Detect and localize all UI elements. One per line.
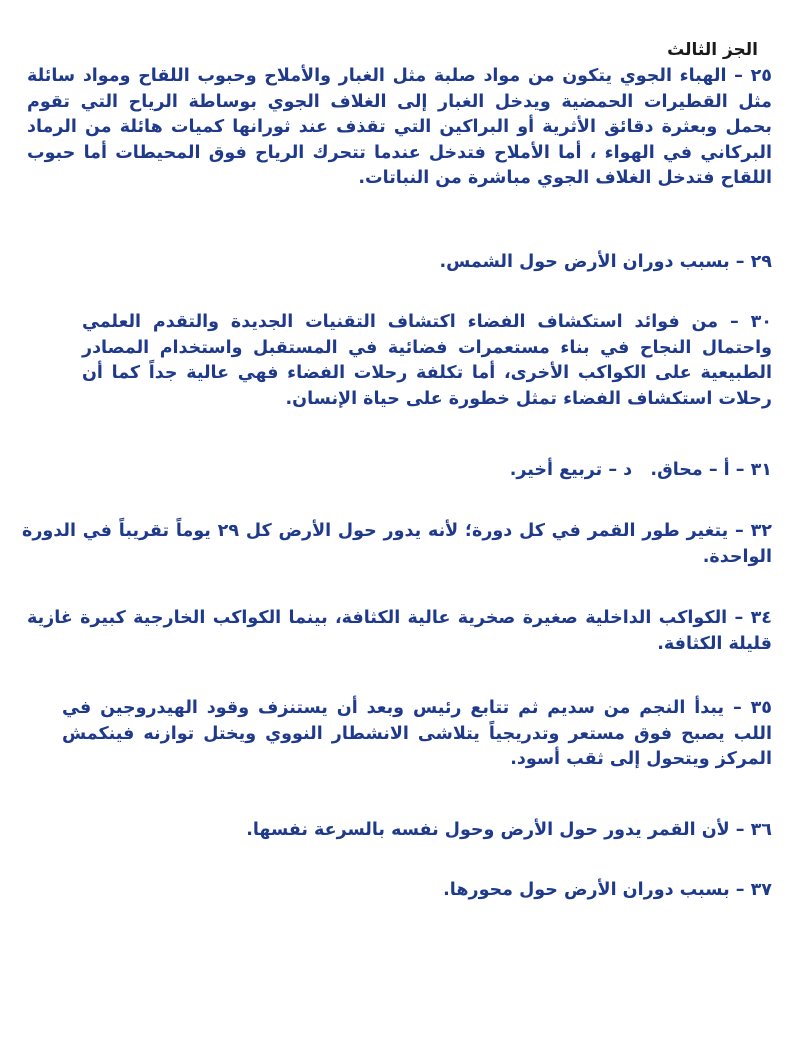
section-heading: الجز الثالث xyxy=(667,40,758,60)
answer-37: ٣٧ – بسبب دوران الأرض حول محورها. xyxy=(443,880,772,900)
answer-35: ٣٥ – يبدأ النجم من سديم ثم تتابع رئيس وبعد أن يستنزف وقود الهيدروجين في اللب يصبح فوق مستعر وتدريجياً يتلاشى الانشطار النووي ويختل توازنه فينكمش المركز ويتحول إلى ثقب أسود. xyxy=(62,698,772,769)
answer-30: ٣٠ – من فوائد استكشاف الفضاء اكتشاف التقنيات الجديدة والتقدم العلمي واحتمال النجاح في بناء مستعمرات فضائية في المستقبل واستخدام المصادر الطبيعية على الكواكب الأخرى، أما تكلفة رحلات الفضاء فهي عالية جداً كما أن رحلات استكشاف الفضاء تمثل خطورة على حياة الإنسان. xyxy=(82,312,772,409)
answer-34: ٣٤ – الكواكب الداخلية صغيرة صخرية عالية الكثافة، بينما الكواكب الخارجية كبيرة غازية قليلة الكثافة. xyxy=(27,608,772,654)
answer-31: ٣١ – أ – محاق. د – تربيع أخير. xyxy=(509,460,772,480)
answer-36: ٣٦ – لأن القمر يدور حول الأرض وحول نفسه بالسرعة نفسها. xyxy=(246,820,772,840)
answer-32: ٣٢ – يتغير طور القمر في كل دورة؛ لأنه يدور حول الأرض كل ٢٩ يوماً تقريباً في الدورة الواحدة. xyxy=(22,521,772,567)
answer-29: ٢٩ – بسبب دوران الأرض حول الشمس. xyxy=(439,252,772,272)
answer-25: ٢٥ – الهباء الجوي يتكون من مواد صلبة مثل الغبار والأملاح وحبوب اللقاح ومواد سائلة مثل القطيرات الحمضية ويدخل الغبار إلى الغلاف الجوي بوساطة الرياح التي تقوم بحمل وبعثرة دقائق الأثرية أو البراكين التي تقذف عند ثورانها كميات هائلة من الرماد البركاني في الهواء ، أما الأملاح فتدخل عندما تتحرك الرياح فوق المحيطات أما حبوب اللقاح فتدخل الغلاف الجوي مباشرة من النباتات. xyxy=(27,66,772,188)
